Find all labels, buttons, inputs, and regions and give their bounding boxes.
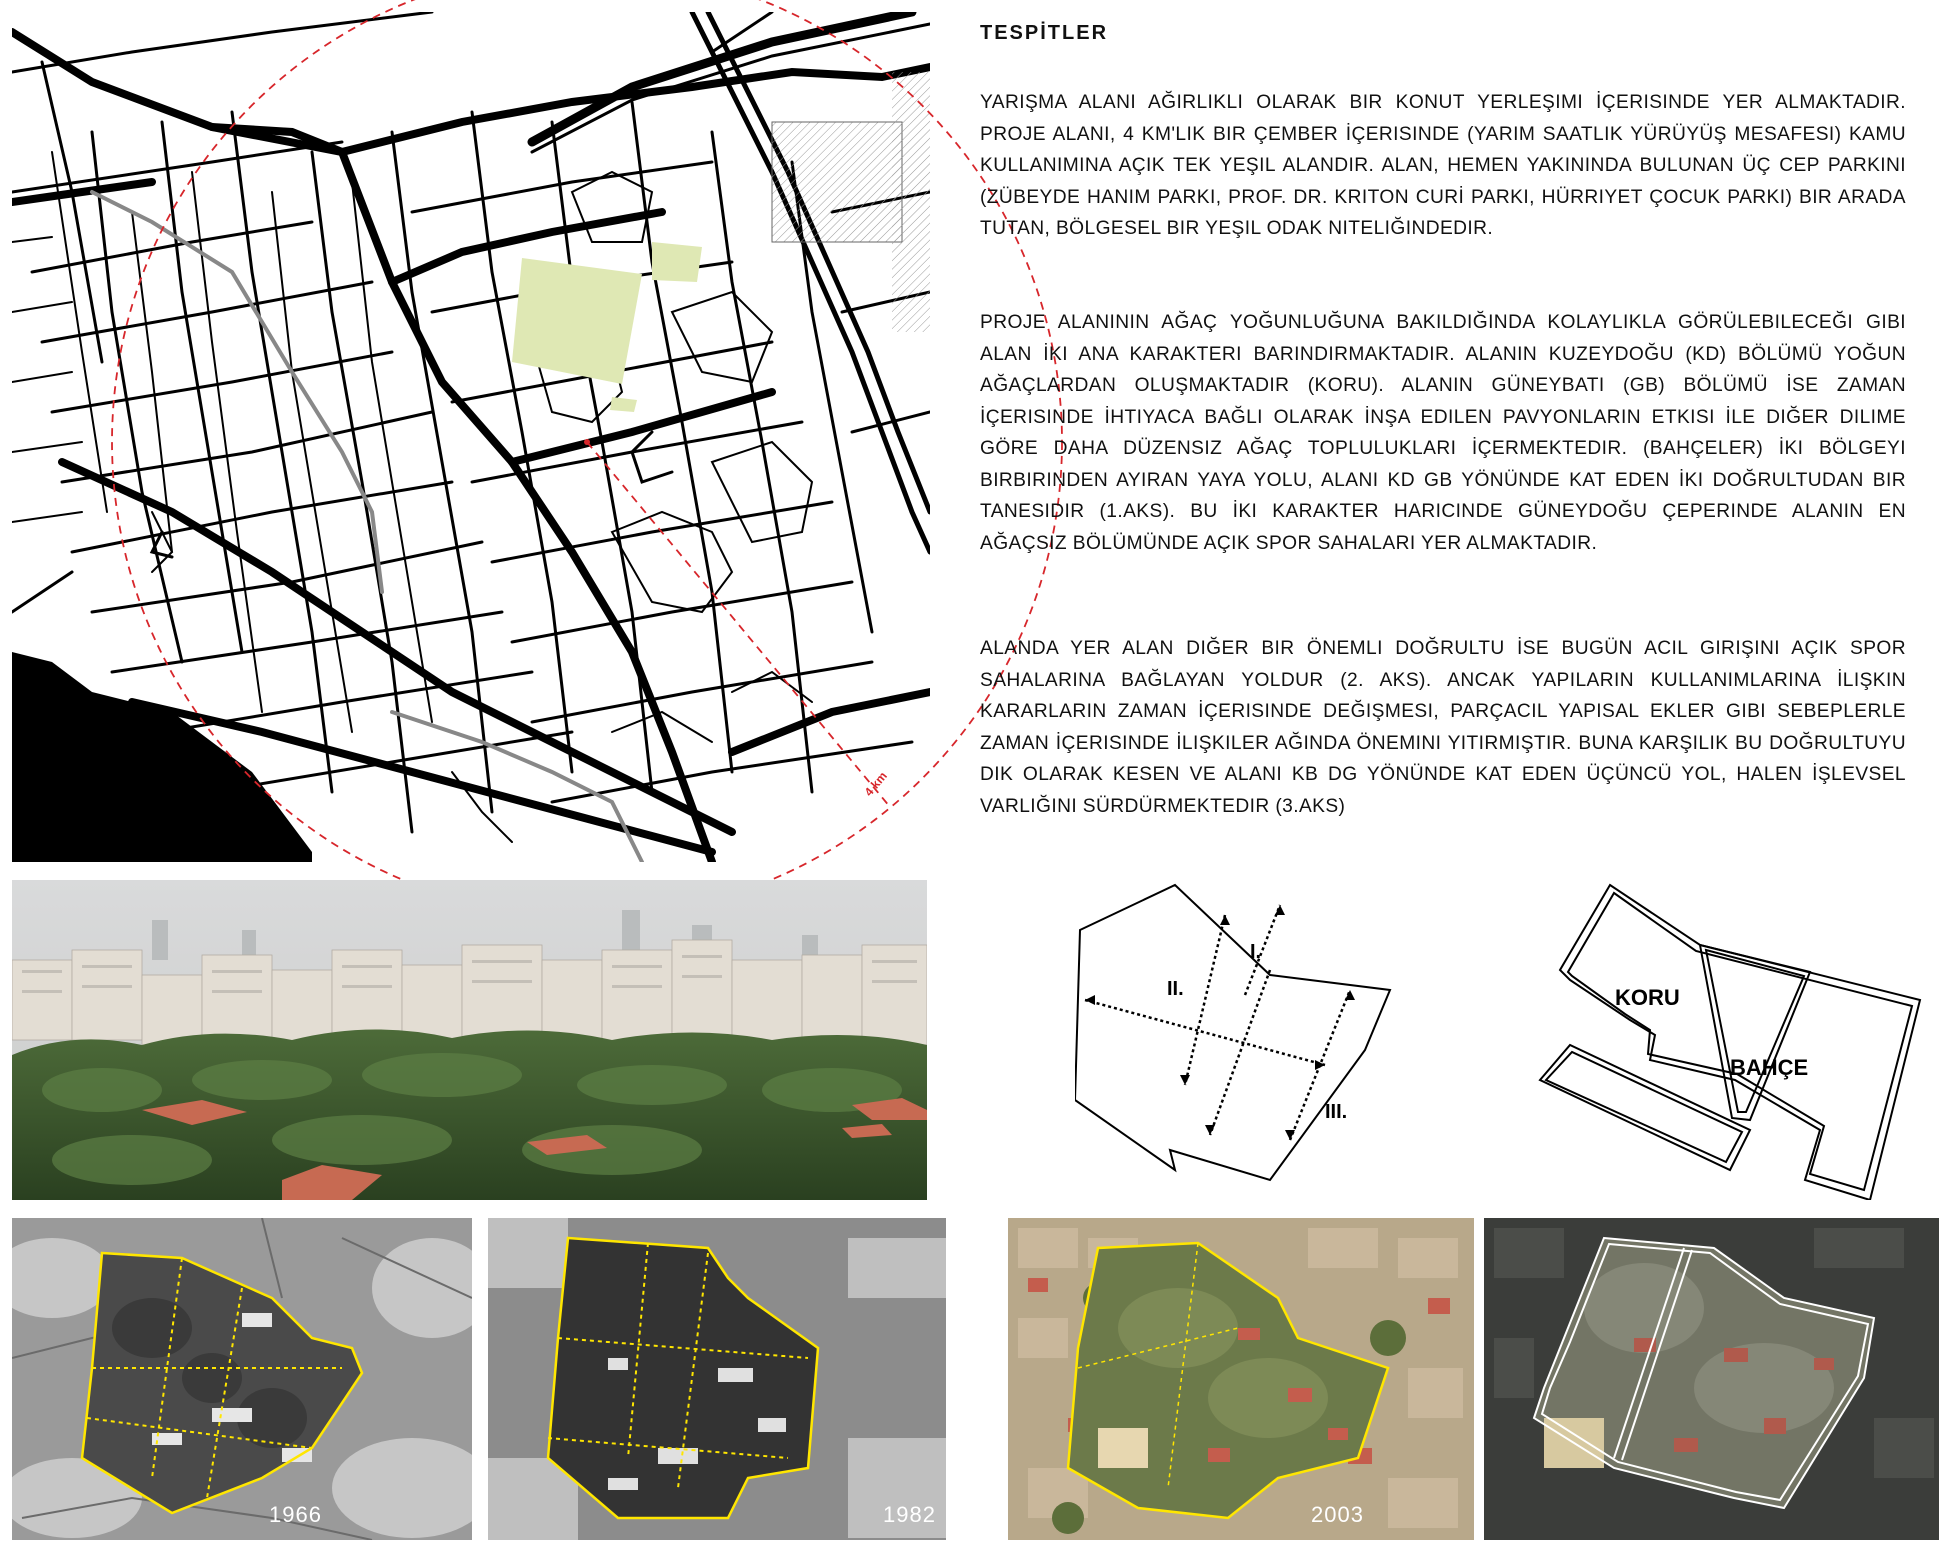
- year-label: 1966: [269, 1502, 322, 1527]
- axis-diagram: [1075, 880, 1445, 1200]
- section-heading: TESPİTLER: [980, 22, 1109, 44]
- street-map: [12, 12, 930, 862]
- panorama-photo: [12, 880, 927, 1200]
- pocket-park: [610, 397, 637, 412]
- paragraph-2: PROJE ALANININ AĞAÇ YOĞUNLUĞUNA BAKILDIĞINDA KOLAYLIKLA GÖRÜLEBILECEĞI GIBI ALAN İKI ANA KARAKTERI BARINDIRMAKTADIR. ALANIN KUZEYDOĞU (KD) BÖLÜMÜ YOĞUN AĞAÇLARDAN OLUŞMAKTADIR (KORU). ALANIN GÜNEYBATI (GB) BÖLÜMÜ İSE ZAMAN İÇERISINDE İHTIYACA BAĞLI OLARAK İNŞA EDILEN PAVYONLARIN ETKISI İLE DIĞER DILIME GÖRE DAHA DÜZENSIZ AĞAÇ TOPLULUKLARI İÇERMEKTEDIR. (BAHÇELER) İKI BÖLGEYI BIRBIRINDEN AYIRAN YAYA YOLU, ALANI KD GB YÖNÜNDE KAT EDEN İKI DOĞRULTUDAN BIR TANESIDIR (1.AKS). BU İKI KARAKTER HARICINDE GÜNEYDOĞU ÇEPERINDE ALANIN EN AĞAÇSIZ BÖLÜMÜNDE AÇIK SPOR SAHALARI YER ALMAKTADIR.: [980, 312, 1906, 554]
- aerial-photo-1966: [12, 1218, 472, 1540]
- aerial-photo-2003: [1008, 1218, 1474, 1540]
- zone-label-koru: KORU: [1615, 985, 1680, 1010]
- pocket-park: [652, 242, 702, 282]
- strip-zone: [1540, 1045, 1750, 1170]
- zone-diagram: [1510, 880, 1930, 1200]
- axis-label-2: II.: [1167, 978, 1184, 1000]
- year-label: 1982: [883, 1502, 936, 1527]
- zone-label-bahce: BAHÇE: [1730, 1055, 1809, 1080]
- sea: [12, 652, 312, 862]
- radius-label: 4 km: [861, 768, 890, 799]
- paragraph-3: ALANDA YER ALAN DIĞER BIR ÖNEMLI DOĞRULTU İSE BUGÜN ACIL GIRIŞINI AÇIK SPOR SAHALARINA BAĞLAYAN YOLDUR (2. AKS). ANCAK YAPILARIN KULLANIMLARINA İLIŞKIN KARARLARIN ZAMAN İÇERISINDE DEĞIŞMESI, PARÇACIL YAPISAL EKLER GIBI SEBEPLERLE ZAMAN İÇERISINDE İLIŞKILER AĞINDA ÖNEMINI YITIRMIŞTIR. BUNA KARŞILIK BU DOĞRULTUYU DIK OLARAK KESEN VE ALANI KB DG YÖNÜNDE KAT EDEN ÜÇÜNCÜ YOL, HALEN İŞLEVSEL VARLIĞINI SÜRDÜRMEKTEDIR (3.AKS): [980, 638, 1906, 817]
- site-outline: [1560, 885, 1920, 1200]
- aerial-photo-1982: [488, 1218, 946, 1540]
- axis-label-1: I.: [1250, 941, 1262, 963]
- park-area: [512, 258, 642, 384]
- year-label: 2003: [1311, 1502, 1364, 1527]
- site-outline: [1075, 885, 1390, 1180]
- paragraph-1: YARIŞMA ALANI AĞIRLIKLI OLARAK BIR KONUT YERLEŞIMI İÇERISINDE YER ALMAKTADIR. PROJE ALANI, 4 KM'LIK BIR ÇEMBER İÇERISINDE (YARIM SAATLIK YÜRÜYÜŞ MESAFESI) KAMU KULLANIMINA AÇIK TEK YEŞIL ALANDIR. ALAN, HEMEN YAKININDA BULUNAN ÜÇ CEP PARKINI (ZÜBEYDE HANIM PARKI, PROF. DR. KRITON CURİ PARKI, HÜRRIYET ÇOCUK PARKI) BIR ARADA TUTAN, BÖLGESEL BIR YEŞIL ODAK NITELIĞINDEDIR.: [980, 92, 1906, 239]
- axis-label-3: III.: [1325, 1101, 1348, 1123]
- aerial-photo-current: [1484, 1218, 1939, 1540]
